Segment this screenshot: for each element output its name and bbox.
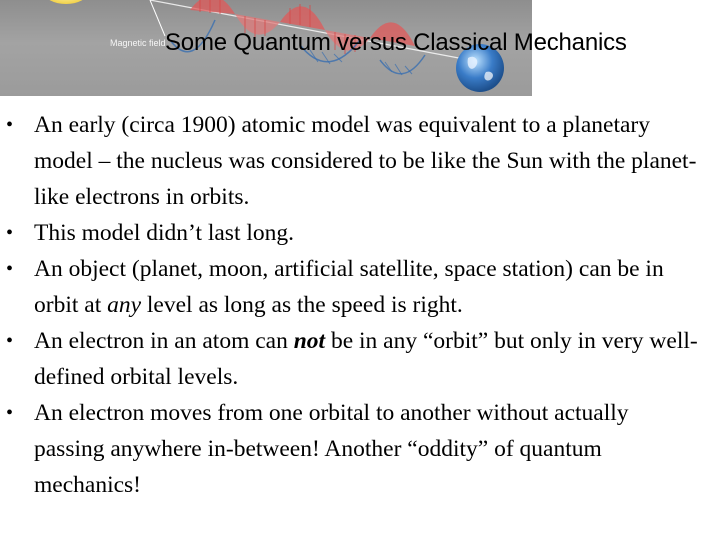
bullet-emphasis: not [293,328,326,354]
bullet-item [6,395,704,503]
bullet-list [6,107,704,503]
bullet-dot-icon: • [6,258,14,280]
banner-caption: Magnetic field [110,38,166,48]
bullet-text: An early (circa 1900) atomic model was equivalent to a planetary model – the nucleus was considered to be like the Sun with the planet-like electrons in orbits. [34,112,697,210]
bullet-text: This model didn’t last long. [34,220,295,246]
bullet-text-post: be in any “orbit” but only in very well-defined orbital levels. [34,328,698,390]
bullet-item [6,107,704,215]
bullet-dot-icon: • [6,330,14,352]
bullet-item [6,251,704,323]
slide-title: Some Quantum versus Classical Mechanics [165,29,627,56]
bullet-text-post: level as long as the speed is right. [141,292,463,318]
sun-icon [44,0,88,4]
bullet-text-pre: An electron in an atom can [34,328,294,354]
bullet-item [6,323,704,395]
bullet-dot-icon: • [6,114,14,136]
bullet-text: An electron moves from one orbital to another without actually passing anywhere in-between! Another “oddity” of quantum mechanics! [34,400,629,498]
bullet-text-pre: An object (planet, moon, artificial satellite, space station) can be in orbit at [34,256,664,318]
bullet-item [6,215,704,251]
bullet-emphasis: any [107,292,142,318]
bullet-dot-icon: • [6,402,14,424]
bullet-dot-icon: • [6,222,14,244]
